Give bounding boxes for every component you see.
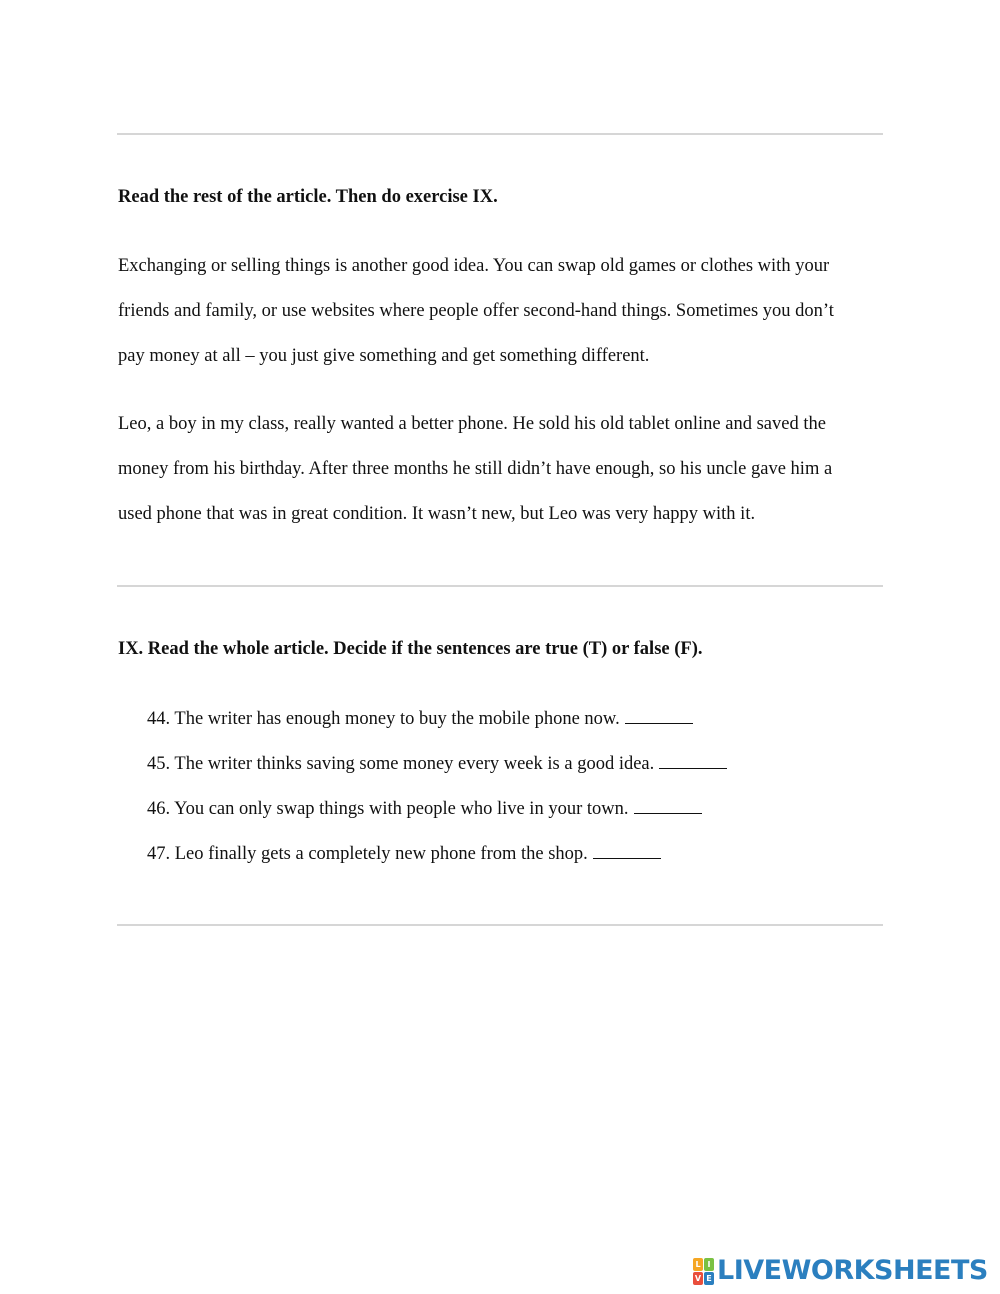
logo-letter-v: V <box>694 1273 702 1283</box>
logo-letter-l: L <box>693 1258 703 1271</box>
paragraph-line: friends and family, or use websites where people offer second-hand things. Sometimes you don’t <box>118 301 834 321</box>
question-text: 46. You can only swap things with people who live in your town. <box>147 799 629 819</box>
paragraph-line: used phone that was in great condition. It wasn’t new, but Leo was very happy with it. <box>118 504 756 524</box>
logo-letter-i: I <box>704 1258 714 1271</box>
top-divider <box>117 133 883 135</box>
question-text: 44. The writer has enough money to buy the mobile phone now. <box>147 709 620 729</box>
article-paragraph-1 <box>118 255 908 390</box>
paragraph-line: pay money at all – you just give something and get something different. <box>118 346 650 366</box>
live-logo-icon <box>693 1258 714 1285</box>
logo-letter-e: E <box>704 1272 714 1285</box>
answer-blank-46[interactable] <box>634 797 702 814</box>
article-paragraph-2 <box>118 413 908 548</box>
question-44 <box>147 707 693 730</box>
paragraph-line: Exchanging or selling things is another good idea. You can swap old games or clothes with your <box>118 256 830 276</box>
question-46 <box>147 797 702 820</box>
answer-blank-44[interactable] <box>625 707 693 724</box>
answer-blank-47[interactable] <box>593 842 661 859</box>
logo-wordmark: LIVEWORKSHEETS <box>717 1255 988 1286</box>
bottom-divider <box>117 924 883 926</box>
paragraph-line: money from his birthday. After three months he still didn’t have enough, so his uncle gave him a <box>118 459 833 479</box>
question-45 <box>147 752 727 775</box>
exercise-heading: IX. Read the whole article. Decide if the sentences are true (T) or false (F). <box>118 639 703 659</box>
reading-instruction-heading: Read the rest of the article. Then do exercise IX. <box>118 187 498 207</box>
question-47 <box>147 842 661 865</box>
question-text: 47. Leo finally gets a completely new phone from the shop. <box>147 844 588 864</box>
liveworksheets-logo <box>693 1257 988 1285</box>
paragraph-line: Leo, a boy in my class, really wanted a better phone. He sold his old tablet online and saved the <box>118 414 826 434</box>
answer-blank-45[interactable] <box>659 752 727 769</box>
middle-divider <box>117 585 883 587</box>
question-text: 45. The writer thinks saving some money every week is a good idea. <box>147 754 655 774</box>
